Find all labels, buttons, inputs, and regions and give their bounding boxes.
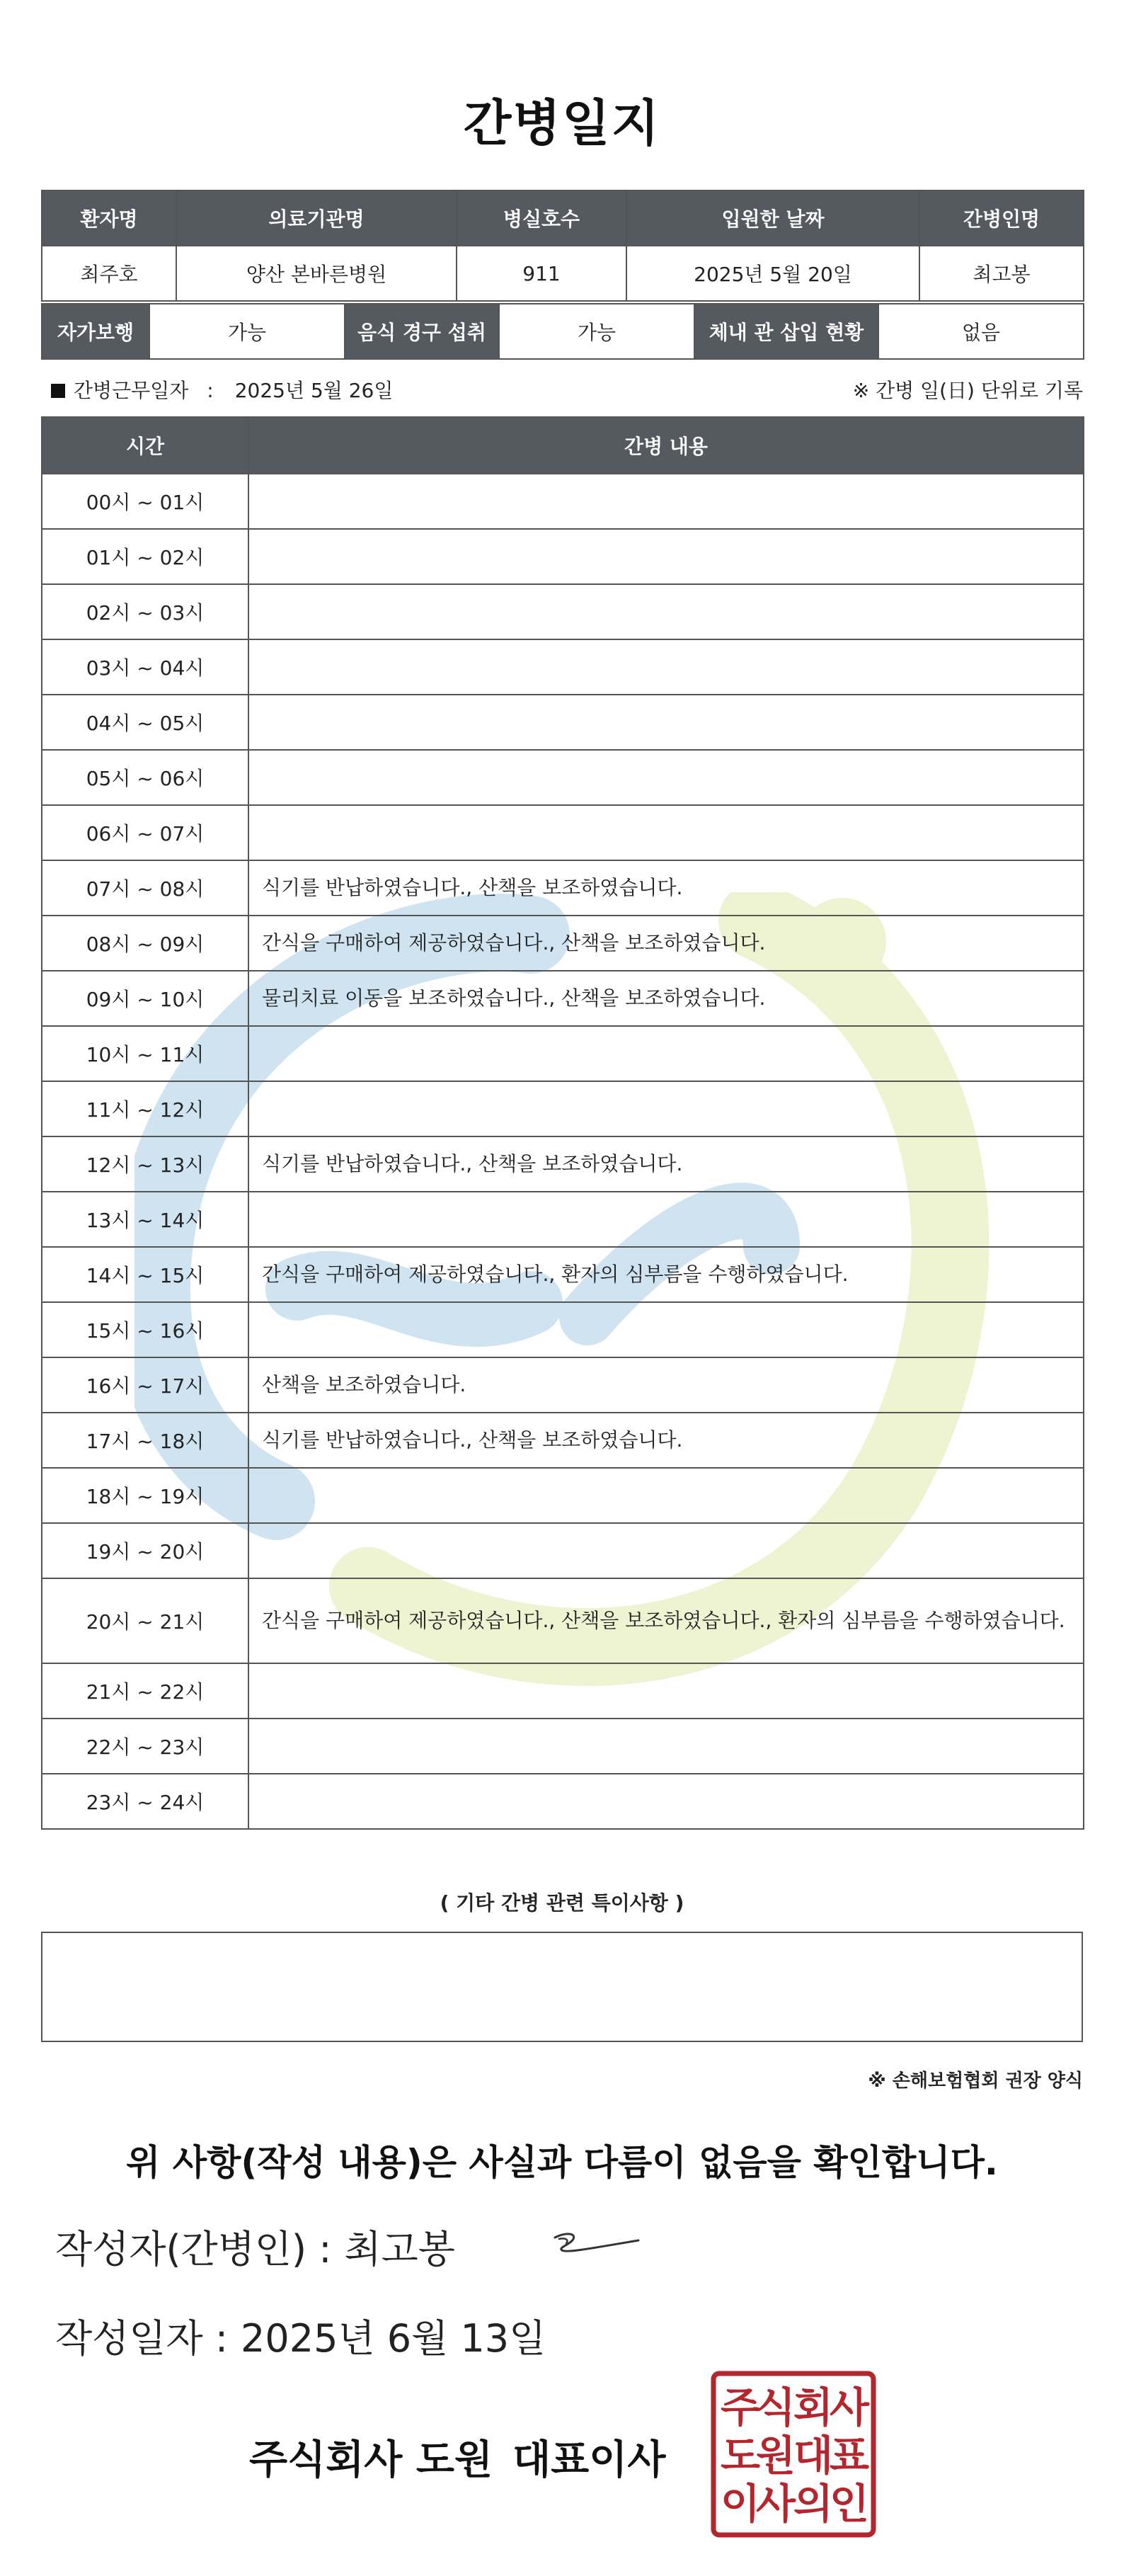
content-cell: 산책을 보조하였습니다. (248, 1357, 1084, 1413)
value-oral-intake: 가능 (499, 304, 694, 359)
table-row (42, 474, 1084, 529)
value-patient-name: 최주호 (42, 246, 176, 301)
svg-text:이: 이 (720, 2480, 761, 2528)
content-cell: 식기를 반납하였습니다., 산책을 보조하였습니다. (248, 1136, 1084, 1192)
time-cell: 16시 ~ 17시 (42, 1357, 248, 1413)
content-cell (248, 639, 1084, 695)
content-cell (248, 529, 1084, 584)
content-cell (248, 1302, 1084, 1357)
header-caregiver-name: 간병인명 (919, 190, 1084, 246)
patient-info-header-row (42, 190, 1084, 246)
table-row (42, 1302, 1084, 1357)
time-cell: 00시 ~ 01시 (42, 474, 248, 529)
content-cell (248, 1663, 1084, 1719)
table-row (42, 971, 1084, 1026)
time-cell: 22시 ~ 23시 (42, 1719, 248, 1774)
svg-text:사: 사 (755, 2480, 796, 2528)
table-row (42, 1192, 1084, 1247)
confirmation-statement: 위 사항(작성 내용)은 사실과 다름이 없음을 확인합니다. (126, 2142, 998, 2183)
content-cell (248, 1523, 1084, 1578)
content-cell (248, 1192, 1084, 1247)
status-info-row (42, 304, 1084, 359)
time-cell: 20시 ~ 21시 (42, 1578, 248, 1663)
value-tube-insertion: 없음 (878, 304, 1084, 359)
svg-text:표: 표 (829, 2432, 870, 2480)
table-row (42, 860, 1084, 916)
label-self-walking: 자가보행 (42, 304, 149, 359)
company-signatory (249, 2429, 665, 2485)
time-cell: 09시 ~ 10시 (42, 971, 248, 1026)
table-row (42, 529, 1084, 584)
record-unit-note: ※ 간병 일(日) 단위로 기록 (852, 379, 1083, 402)
table-row (42, 1523, 1084, 1578)
column-header-time: 시간 (42, 417, 248, 474)
content-cell: 간식을 구매하여 제공하였습니다., 산책을 보조하였습니다. (248, 916, 1084, 971)
time-cell: 17시 ~ 18시 (42, 1413, 248, 1468)
time-cell: 08시 ~ 09시 (42, 916, 248, 971)
time-cell: 15시 ~ 16시 (42, 1302, 248, 1357)
svg-text:주: 주 (720, 2383, 761, 2432)
time-cell: 21시 ~ 22시 (42, 1663, 248, 1719)
care-log-header-row (42, 417, 1084, 474)
content-cell: 물리치료 이동을 보조하였습니다., 산책을 보조하였습니다. (248, 971, 1084, 1026)
table-row (42, 1026, 1084, 1081)
time-cell: 02시 ~ 03시 (42, 584, 248, 639)
content-cell (248, 750, 1084, 805)
square-bullet-icon (51, 384, 65, 398)
content-cell (248, 474, 1084, 529)
time-cell: 04시 ~ 05시 (42, 695, 248, 750)
time-cell: 06시 ~ 07시 (42, 805, 248, 860)
svg-text:회: 회 (793, 2383, 834, 2432)
content-cell (248, 1081, 1084, 1136)
content-cell (248, 1026, 1084, 1081)
svg-text:식: 식 (755, 2383, 796, 2432)
table-row (42, 1719, 1084, 1774)
document-title: 간병일지 (463, 94, 661, 152)
value-admission-date: 2025년 5월 20일 (626, 246, 919, 301)
work-date-label: 간병근무일자 (74, 379, 189, 402)
time-cell: 05시 ~ 06시 (42, 750, 248, 805)
signature-icon (545, 2223, 644, 2266)
written-date-line (55, 2308, 546, 2363)
time-cell: 18시 ~ 19시 (42, 1468, 248, 1523)
label-tube-insertion: 체내 관 삽입 현황 (694, 304, 878, 359)
table-row (42, 639, 1084, 695)
content-cell (248, 1719, 1084, 1774)
table-row (42, 1468, 1084, 1523)
company-name: 주식회사 도원 (249, 2437, 493, 2483)
table-row (42, 695, 1084, 750)
time-cell: 13시 ~ 14시 (42, 1192, 248, 1247)
company-seal-icon (711, 2371, 876, 2538)
table-row (42, 1774, 1084, 1829)
table-row (42, 916, 1084, 971)
content-cell: 식기를 반납하였습니다., 산책을 보조하였습니다. (248, 860, 1084, 916)
patient-info-table (41, 190, 1084, 302)
time-cell: 03시 ~ 04시 (42, 639, 248, 695)
value-self-walking: 가능 (149, 304, 345, 359)
time-cell: 19시 ~ 20시 (42, 1523, 248, 1578)
header-hospital-name: 의료기관명 (176, 190, 457, 246)
header-room-number: 병실호수 (457, 190, 626, 246)
content-cell: 간식을 구매하여 제공하였습니다., 산책을 보조하였습니다., 환자의 심부름을 수행하였습니다. (248, 1578, 1084, 1663)
value-caregiver-name: 최고봉 (919, 246, 1084, 301)
company-role: 대표이사 (512, 2437, 666, 2483)
remarks-label: ( 기타 간병 관련 특이사항 ) (440, 1891, 684, 1915)
header-admission-date: 입원한 날짜 (626, 190, 919, 246)
time-cell: 10시 ~ 11시 (42, 1026, 248, 1081)
table-row (42, 584, 1084, 639)
svg-text:인: 인 (829, 2480, 870, 2528)
svg-text:원: 원 (755, 2432, 796, 2480)
svg-text:대: 대 (793, 2432, 834, 2480)
time-cell: 11시 ~ 12시 (42, 1081, 248, 1136)
svg-text:도: 도 (720, 2432, 761, 2480)
content-cell (248, 1468, 1084, 1523)
value-room-number: 911 (457, 246, 626, 301)
work-date-value: 2025년 5월 26일 (234, 379, 394, 402)
header-patient-name: 환자명 (42, 190, 176, 246)
care-log-table (41, 416, 1084, 1830)
time-cell: 07시 ~ 08시 (42, 860, 248, 916)
table-row (42, 1663, 1084, 1719)
svg-text:사: 사 (829, 2383, 870, 2432)
time-cell: 12시 ~ 13시 (42, 1136, 248, 1192)
patient-info-value-row (42, 246, 1084, 301)
table-row (42, 1578, 1084, 1663)
time-cell: 23시 ~ 24시 (42, 1774, 248, 1829)
table-row (42, 1357, 1084, 1413)
table-row (42, 805, 1084, 860)
work-date-colon: : (207, 379, 214, 402)
remarks-box (41, 1932, 1083, 2042)
value-hospital-name: 양산 본바른병원 (176, 246, 457, 301)
time-cell: 14시 ~ 15시 (42, 1247, 248, 1302)
content-cell: 간식을 구매하여 제공하였습니다., 환자의 심부름을 수행하였습니다. (248, 1247, 1084, 1302)
content-cell (248, 805, 1084, 860)
content-cell (248, 584, 1084, 639)
table-row (42, 1081, 1084, 1136)
table-row (42, 1413, 1084, 1468)
content-cell: 식기를 반납하였습니다., 산책을 보조하였습니다. (248, 1413, 1084, 1468)
status-info-table (41, 303, 1084, 360)
label-oral-intake: 음식 경구 섭취 (345, 304, 499, 359)
table-row (42, 1247, 1084, 1302)
author-name: 최고봉 (344, 2227, 455, 2272)
written-date-value: 2025년 6월 13일 (241, 2316, 546, 2361)
column-header-content: 간병 내용 (248, 417, 1084, 474)
content-cell (248, 695, 1084, 750)
recommended-form-note: ※ 손해보험협회 권장 양식 (868, 2070, 1083, 2092)
work-date-line (51, 375, 393, 404)
svg-text:의: 의 (793, 2480, 834, 2528)
author-label: 작성자(간병인) : (55, 2227, 332, 2272)
time-cell: 01시 ~ 02시 (42, 529, 248, 584)
written-date-label: 작성일자 : (55, 2316, 229, 2361)
table-row (42, 1136, 1084, 1192)
author-line (55, 2219, 455, 2274)
content-cell (248, 1774, 1084, 1829)
table-row (42, 750, 1084, 805)
